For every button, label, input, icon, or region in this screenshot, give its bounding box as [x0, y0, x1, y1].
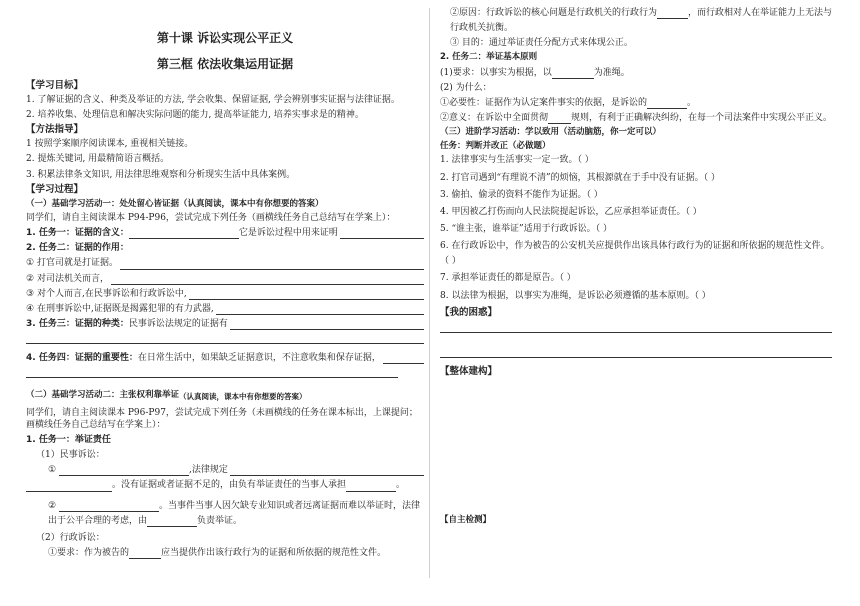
civil-line-2b [26, 515, 424, 527]
activity2-intro: 同学们，请自主阅读课本 P96-P97，尝试完成下列任务（未画横线的任务在课本标出，上课提问；画横线任务自己总结写在学案上）： [26, 407, 418, 430]
req-a: (1)要求：以事实为根据，以 [440, 67, 552, 78]
judge-item: 6. 在行政诉讼中，作为被告的公安机关应提供作出该具体行政行为的证据和所依据的规范性文件。 [440, 241, 830, 252]
goal-item: 2. 培养收集、处理信息和解决实际问题的能力, 提高举证能力, 培养实事求是的精神。 [26, 110, 364, 121]
activity2-heading-line [26, 388, 424, 403]
selfcheck-heading: 【自主检测】 [440, 515, 492, 526]
judge-item: 5. “谁主张，谁举证”适用于行政诉讼。（ ） [440, 223, 613, 234]
why2-line [440, 112, 832, 124]
use-num: ④ [26, 303, 35, 314]
use-text: 打官司就是打证据。 [36, 258, 118, 269]
reason-b: ，而行政相对人在举证能力上无法与 [687, 8, 832, 18]
requirement-line [440, 67, 832, 79]
task4-label: 4. 任务四：证据的重要性： [26, 353, 138, 364]
judge-task-heading: 任务：判断并改正（必做题） [440, 140, 551, 151]
task3-label: 3. 任务三：证据的种类： [26, 318, 129, 329]
civil1-blank-c[interactable] [26, 482, 112, 492]
judge-item: 3. 偷拍、偷录的资料不能作为证据。（ ） [440, 189, 603, 200]
use-blank[interactable] [111, 275, 424, 285]
why1-line [440, 97, 832, 109]
goals-heading: 【学习目标】 [26, 80, 84, 92]
left-column [26, 28, 424, 562]
req-blank[interactable] [552, 69, 594, 79]
civil1-mid: ,法律规定 [188, 465, 228, 476]
why-label: (2) 为什么： [440, 83, 492, 94]
why1-b: 。 [687, 98, 697, 109]
civil-line-1 [26, 464, 424, 476]
activity1-heading: （一）基础学习活动一：处处留心皆证据（认真阅读，课本中有你想要的答案） [26, 198, 324, 209]
judge-item: （ ） [440, 256, 461, 267]
use-text: 对个人而言,在民事诉讼和行政诉讼中, [36, 288, 187, 299]
activity2-heading: （二）基础学习活动二：主张权利靠举证 [26, 390, 180, 401]
use-blank[interactable] [189, 290, 424, 300]
task4-blank-line[interactable] [26, 367, 398, 378]
task3-blank-line[interactable] [26, 333, 424, 344]
task1-blank[interactable] [129, 229, 239, 239]
civil2-blank-b[interactable] [147, 517, 197, 527]
why1-a: ①必要性：证据作为认定案件事实的依据，是诉讼的 [440, 98, 648, 109]
task1-line [26, 227, 424, 239]
judge-item: 2. 打官司遇到“有理说不清”的烦恼，其根源就在于手中没有证据。（ ） [440, 172, 721, 183]
doubts-heading: 【我的困惑】 [440, 306, 498, 318]
task2-heading: 2. 任务二：举证基本原则 [440, 52, 538, 63]
use-text: 对司法机关而言， [36, 273, 109, 284]
method-item: 2. 提炼关键词, 用最精简语言概括。 [26, 154, 170, 165]
use-item [26, 288, 424, 300]
purpose: ③ 目的：通过举证责任分配方式来体现公正。 [450, 38, 633, 49]
civil1-end: 。没有证据或者证据不足的，由负有举证责任的当事人承担 [112, 480, 347, 491]
column-divider [429, 8, 430, 578]
method-item: 3. 积累法律条文知识, 用法律思维观察和分析现实生活中具体案例。 [26, 169, 296, 180]
why1-blank[interactable] [647, 99, 687, 109]
admin-line-1 [26, 547, 424, 559]
doubts-line[interactable] [440, 322, 832, 333]
task1-label: 1. 任务一：证据的含义： [26, 228, 129, 239]
reason-blank[interactable] [657, 9, 688, 19]
task4-text: 在日常生活中，如果缺乏证据意识，不注意收集和保存证据， [137, 353, 381, 364]
civil1-blank-d[interactable] [346, 482, 396, 492]
activity2-heading-note: （认真阅读，课本中有你想要的答案） [179, 391, 307, 401]
use-text: 在刑事诉讼中,证据既是揭露犯罪的有力武器, [36, 303, 214, 314]
task1-blank-end[interactable] [340, 229, 424, 239]
lesson-title: 第十课 诉讼实现公平正义 [156, 31, 294, 45]
task2-line [26, 242, 424, 254]
use-num: ③ [26, 288, 35, 299]
judge-item: 8. 以法律为根据，以事实为准绳，是诉讼必须遵循的基本原则。（ ） [440, 290, 711, 301]
lesson-subtitle: 第三框 依法收集运用证据 [156, 57, 294, 72]
use-item [26, 273, 424, 285]
task4-blank[interactable] [383, 354, 424, 364]
task2-label: 2. 任务二：证据的作用： [26, 243, 129, 254]
task3-blank[interactable] [230, 320, 424, 330]
activity3-heading: （三）进阶学习活动：学以致用（活动脑筋，你一定可以） [440, 127, 662, 138]
civil-line-1b: 。没有证据或者证据不足的，由负有举证责任的当事人承担 。 [26, 479, 424, 491]
admin1-a: ①要求：作为被告的 [48, 547, 130, 558]
use-blank[interactable] [216, 305, 424, 315]
reason-a: ②原因：行政诉讼的核心问题是行政机关的行政行为 [450, 8, 658, 18]
task4-line [26, 352, 424, 364]
process-heading: 【学习过程】 [26, 183, 84, 195]
civil1-blank[interactable] [59, 466, 189, 476]
admin1-blank[interactable] [129, 549, 161, 559]
circle-one: ① [48, 465, 57, 476]
judge-item: 7. 承担举证责任的都是原告。（ ） [440, 273, 576, 284]
civil2-end-a: 出于公平合理的考虑，由 [48, 515, 148, 526]
civil-label: （1）民事诉讼： [36, 450, 105, 461]
burden-task-label: 1. 任务一：举证责任 [26, 435, 111, 445]
use-item [26, 257, 424, 269]
task1-mid: 它是诉讼过程中用来证明 [238, 228, 338, 239]
method-heading: 【方法指导】 [26, 124, 84, 136]
activity1-intro: 同学们，请自主阅读课本 P94-P96，尝试完成下列任务（画横线任务自己总结写在学案上）： [26, 212, 396, 223]
use-blank[interactable] [120, 260, 424, 270]
why2-blank[interactable] [548, 114, 571, 124]
method-item: 1 按照学案顺序阅读课本, 重视相关链接。 [26, 139, 194, 150]
use-item [26, 303, 424, 315]
admin1-b: 应当提供作出该行政行为的证据和所依据的规范性文件。 [161, 547, 387, 558]
civil2-mid: 。当事件当事人因欠缺专业知识或者远离证据而难以举证时，法律 [158, 500, 420, 511]
judge-item: 4. 甲因被乙打伤而向人民法院提起诉讼，乙应承担举证责任。（ ） [440, 206, 702, 217]
civil1-blank-b[interactable] [230, 466, 424, 476]
reason-line [440, 7, 832, 19]
use-num: ① [26, 258, 35, 269]
civil-line-2 [26, 500, 424, 512]
structure-heading: 【整体建构】 [440, 366, 498, 378]
reason-c: 行政机关抗衡。 [450, 23, 514, 34]
circle-two: ② [48, 500, 57, 511]
civil2-end-b: 负责举证。 [197, 515, 243, 526]
structure-area[interactable] [440, 380, 832, 512]
task3-text: 民事诉讼法规定的证据有 [128, 318, 228, 329]
req-b: 为准绳。 [593, 67, 630, 78]
task3-line [26, 318, 424, 330]
civil2-blank[interactable] [59, 502, 159, 512]
judge-item: 1. 法律事实与生活事实一定一致。（ ） [440, 155, 594, 166]
use-num: ② [26, 273, 35, 284]
why2-a: ②意义：在诉讼中全面贯彻 [440, 113, 549, 124]
doubts-line[interactable] [440, 347, 832, 358]
why2-b: 规则，有利于正确解决纠纷，在每一个司法案件中实现公平正义。 [570, 113, 832, 124]
right-column [440, 4, 832, 528]
admin-label: （2）行政诉讼： [36, 532, 105, 543]
goal-item: 1. 了解证据的含义、种类及举证的方法, 学会收集、保留证据, 学会辨别事实证据与法律证据。 [26, 95, 400, 106]
